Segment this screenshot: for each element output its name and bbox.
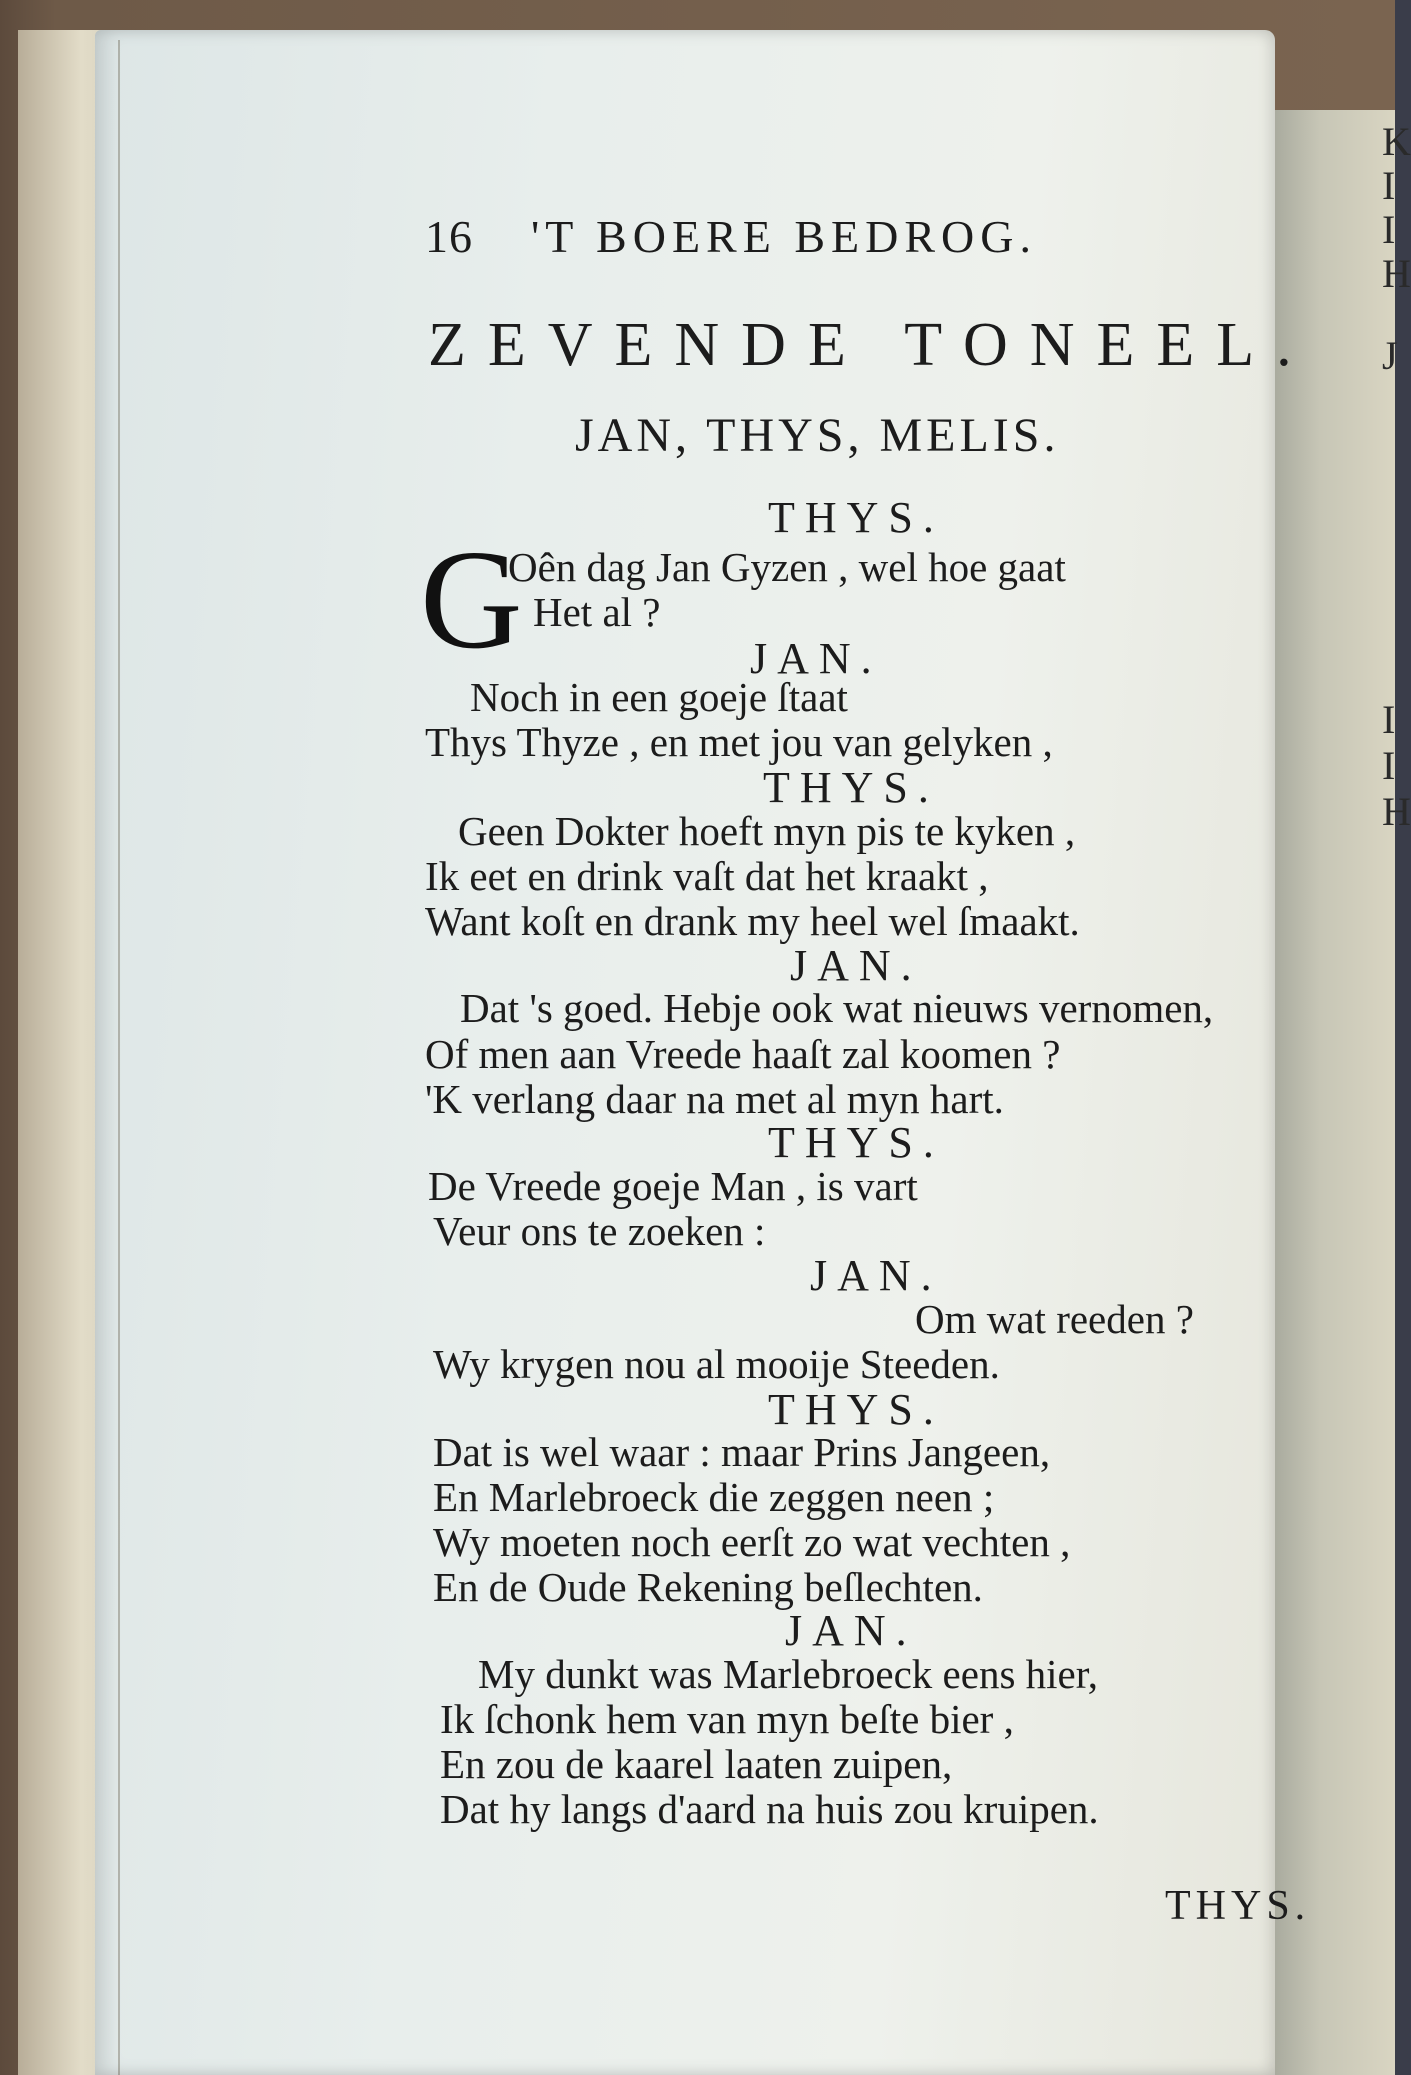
verse-line: Dat hy langs d'aard na huis zou kruipen. <box>440 1786 1099 1832</box>
verse-line: Om wat reeden ? <box>915 1296 1194 1342</box>
speaker-name: THYS. <box>768 1385 944 1434</box>
facing-page <box>1270 110 1411 2075</box>
speaker-name: THYS. <box>768 493 944 542</box>
verse-line: En de Oude Rekening beſlechten. <box>433 1564 983 1610</box>
facing-page-fragment: H <box>1382 251 1411 296</box>
speaker-name: THYS. <box>768 1118 944 1167</box>
drop-cap-initial: G <box>420 520 523 678</box>
verse-line: Of men aan Vreede haaſt zal koomen ? <box>425 1031 1061 1077</box>
verse-line: De Vreede goeje Man , is vart <box>428 1163 918 1209</box>
verse-line: Veur ons te zoeken : <box>433 1208 766 1254</box>
verse-line: Dat is wel waar : maar Prins Jangeen, <box>433 1429 1051 1475</box>
verse-line: En zou de kaarel laaten zuipen, <box>440 1741 953 1787</box>
facing-page-fragment: I <box>1382 697 1396 742</box>
running-head <box>425 210 1037 263</box>
verse-line: Ik ſchonk hem van myn beſte bier , <box>440 1696 1014 1742</box>
facing-page-fragment: I <box>1382 743 1396 788</box>
running-title: 'T BOERE BEDROG. <box>531 211 1037 262</box>
verse-line: My dunkt was Marlebroeck eens hier, <box>478 1651 1099 1697</box>
facing-page-fragment: H <box>1382 789 1411 834</box>
verse-line: Thys Thyze , en met jou van gelyken , <box>425 719 1053 765</box>
verse-line: Dat 's goed. Hebje ook wat nieuws vernomen, <box>460 985 1214 1031</box>
verse-line: Geen Dokter hoeft myn pis te kyken , <box>458 808 1076 854</box>
speaker-name: JAN. <box>810 1251 942 1300</box>
facing-page-fragment: I <box>1382 163 1396 208</box>
verse-line: Oên dag Jan Gyzen , wel hoe gaat <box>508 544 1066 590</box>
page-number: 16 <box>425 211 473 262</box>
speaker-name: JAN. <box>750 634 882 683</box>
page-edge-line <box>118 40 120 2075</box>
scene-title: ZEVENDE TONEEL. <box>428 311 1314 379</box>
facing-page-fragment: K <box>1382 119 1411 164</box>
verse-line: Het al ? <box>533 589 661 635</box>
speaker-name: JAN. <box>785 1606 917 1655</box>
verse-line: Ik eet en drink vaſt dat het kraakt , <box>425 853 989 899</box>
verse-line: 'K verlang daar na met al myn hart. <box>425 1076 1004 1122</box>
verse-line: Noch in een goeje ſtaat <box>470 674 848 720</box>
verse-line: Wy moeten noch eerſt zo wat vechten , <box>433 1519 1071 1565</box>
verse-line: En Marlebroeck die zeggen neen ; <box>433 1474 995 1520</box>
verse-line: Want koſt en drank my heel wel ſmaakt. <box>425 898 1080 944</box>
speaker-name: JAN. <box>790 941 922 990</box>
facing-page-fragment: I <box>1382 207 1396 252</box>
facing-page-fragment: J <box>1382 333 1398 378</box>
speaker-name: THYS. <box>763 763 939 812</box>
verse-line: Wy krygen nou al mooije Steeden. <box>433 1341 1000 1387</box>
cast-list: JAN, THYS, MELIS. <box>575 409 1060 462</box>
catchword: THYS. <box>1165 1883 1311 1929</box>
